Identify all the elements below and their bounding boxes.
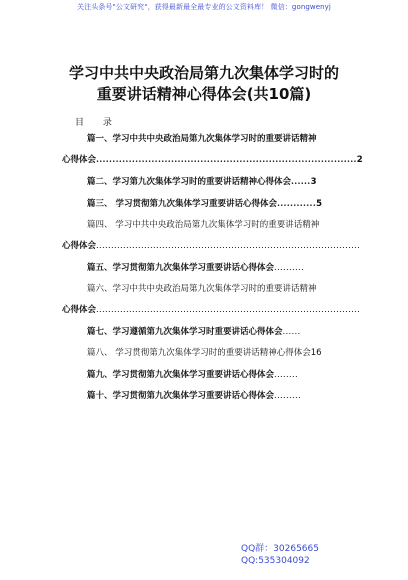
toc-entry-5-dots: .......... bbox=[274, 263, 305, 273]
toc-entry-3[interactable] bbox=[87, 197, 322, 211]
toc-entry-5-label: 篇五、学习贯彻第九次集体学习重要讲话心得体会 bbox=[87, 263, 275, 273]
toc-entry-9-dots: ........ bbox=[274, 370, 299, 380]
top-banner: 关注头条号"公文研究"，获得最新最全最专业的公文资料库！ 微信：gongwenyj bbox=[77, 3, 331, 11]
toc-entry-7-label: 篇七、学习遵循第九次集体学习时重要讲话心得体会 bbox=[87, 327, 283, 337]
toc-entry-2-dots: ...... bbox=[291, 177, 311, 187]
toc-entry-6-dots: ........................................................................................ bbox=[96, 305, 361, 315]
document-title-line2: 重要讲话精神心得体会(共10篇) bbox=[96, 85, 312, 103]
toc-entry-4-line1[interactable]: 篇四、 学习中共中央政治局第九次集体学习时的重要讲话精神 bbox=[87, 220, 320, 230]
toc-heading: 目 录 bbox=[75, 118, 120, 128]
toc-entry-8-page: 16 bbox=[310, 348, 322, 358]
toc-entry-6-line2[interactable] bbox=[62, 303, 361, 317]
toc-entry-3-dots: ............ bbox=[276, 199, 317, 209]
toc-entry-10-label: 篇十、学习贯彻第九次集体学习重要讲话心得体会 bbox=[87, 391, 275, 401]
toc-entry-2[interactable] bbox=[87, 175, 317, 189]
toc-entry-7[interactable] bbox=[87, 325, 301, 339]
toc-entry-2-page: 3 bbox=[310, 177, 317, 187]
footer-qq-group: QQ群：30265665 bbox=[241, 544, 319, 554]
toc-entry-3-page: 5 bbox=[316, 199, 323, 209]
toc-entry-1-line2[interactable] bbox=[62, 153, 363, 167]
toc-entry-1-dots: ................................................................................ bbox=[96, 155, 357, 165]
toc-entry-3-label: 篇三、 学习贯彻第九次集体学习重要讲话心得体会 bbox=[87, 199, 277, 209]
toc-entry-1-label: 心得体会 bbox=[62, 155, 97, 165]
toc-entry-8[interactable] bbox=[87, 346, 322, 360]
document-title-line1: 学习中共中央政治局第九次集体学习时的 bbox=[68, 64, 339, 82]
toc-entry-10[interactable] bbox=[87, 389, 301, 403]
toc-entry-4-dots: ........................................................................................ bbox=[96, 241, 361, 251]
toc-entry-1-page: 2 bbox=[356, 155, 363, 165]
toc-entry-10-dots: ......... bbox=[274, 391, 302, 401]
toc-entry-9-label: 篇九、学习贯彻第九次集体学习重要讲话心得体会 bbox=[87, 370, 275, 380]
toc-entry-2-label: 篇二、学习第九次集体学习时的重要讲话精神心得体会 bbox=[87, 177, 292, 187]
toc-entry-1-line1[interactable]: 篇一、学习中共中央政治局第九次集体学习时的重要讲话精神 bbox=[87, 134, 317, 144]
toc-entry-5[interactable] bbox=[87, 261, 304, 275]
footer-qq: QQ:535304092 bbox=[241, 556, 310, 566]
toc-entry-6-line1[interactable]: 篇六、学习中共中央政治局第九次集体学习时的重要讲话精神 bbox=[87, 284, 317, 294]
toc-entry-6-label: 心得体会 bbox=[62, 305, 97, 315]
toc-entry-4-label: 心得体会 bbox=[62, 241, 97, 251]
toc-entry-9[interactable] bbox=[87, 368, 298, 382]
toc-entry-7-dots: ...... bbox=[282, 327, 301, 337]
toc-entry-8-label: 篇八、 学习贯彻第九次集体学习时的重要讲话精神心得体会 bbox=[87, 348, 311, 358]
toc-entry-4-line2[interactable] bbox=[62, 239, 361, 253]
